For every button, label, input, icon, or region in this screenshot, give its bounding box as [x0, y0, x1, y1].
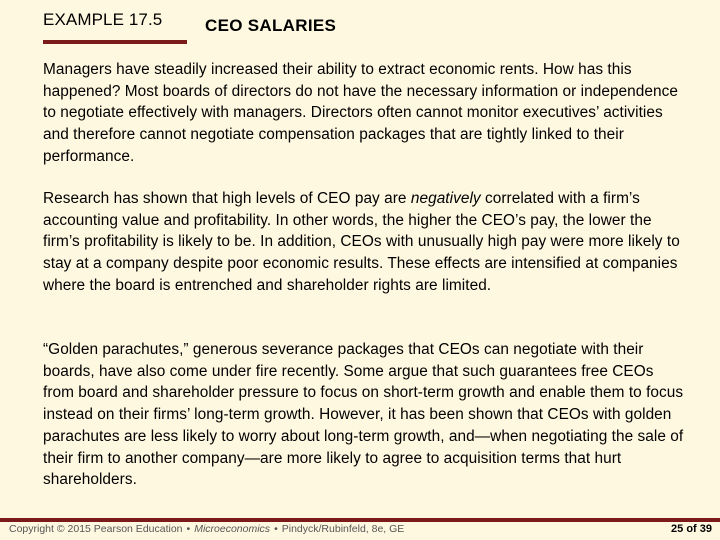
- footer-separator: •: [186, 523, 191, 535]
- footer-rule: [0, 518, 720, 522]
- footer-copyright: Copyright © 2015 Pearson Education: [9, 523, 183, 535]
- footer-book-title: Microeconomics: [194, 523, 271, 535]
- paragraph-2: [43, 188, 688, 297]
- footer-citation: [9, 523, 404, 535]
- paragraph-1: Managers have steadily increased their ability to extract economic rents. How has this happened? Most boards of directors do not have the necessary information or independence to negotiate effectively with managers. Directors often cannot monitor executives’ activities and therefore cannot negotiate compensation packages that are tightly linked to their performance.: [43, 61, 678, 165]
- paragraph-2-text-end: correlated with a firm’s accounting value and profitability. In other words, the higher the CEO’s pay, the lower the firm’s profitability is likely to be. In addition, CEOs with unusually high pay were more likely to stay at a company despite poor economic results. These effects are intensified at companies where the board is entrenched and shareholder rights are limited.: [43, 190, 680, 294]
- example-underline: [43, 40, 187, 44]
- footer-separator: •: [274, 523, 278, 535]
- paragraph-2-text-start: Research has shown that high levels of CEO pay are: [43, 190, 411, 207]
- paragraph-3: “Golden parachutes,” generous severance packages that CEOs can negotiate with their boards, have also come under fire recently. Some argue that such guarantees free CEOs from board and shareholder pressure to focus on short-term growth and enable them to focus instead on their firms’ long-term growth. However, it has been shown that CEOs with golden parachutes are less likely to worry about long-term growth, and—when negotiating the sale of their firm to another company—are more likely to agree to acquisition terms that hurt shareholders.: [43, 341, 684, 489]
- paragraph-2-emphasis: negatively: [410, 190, 481, 207]
- slide-title: CEO SALARIES: [205, 16, 337, 35]
- footer-authors: Pindyck/Rubinfeld, 8e, GE: [281, 523, 405, 535]
- page-number: 25 of 39: [671, 523, 712, 535]
- example-label: EXAMPLE 17.5: [43, 10, 163, 29]
